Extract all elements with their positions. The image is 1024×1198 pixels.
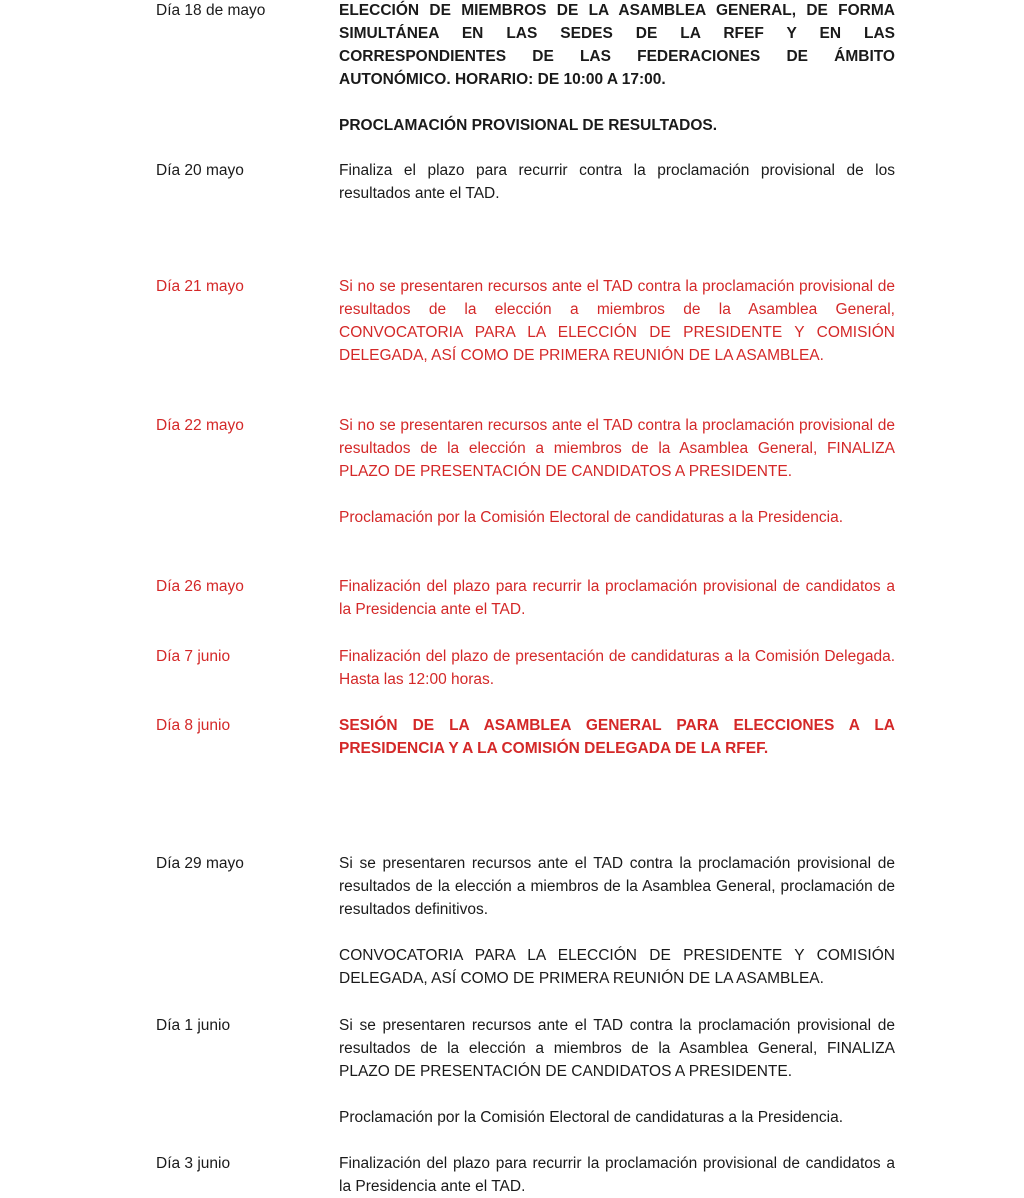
entry-date: Día 7 junio: [156, 648, 231, 665]
entry-description: [339, 414, 895, 529]
entry-date: Día 21 mayo: [156, 278, 244, 295]
entry-date: Día 1 junio: [156, 1017, 231, 1034]
entry-paragraph: Finaliza el plazo para recurrir contra la proclamación provisional de los resultados ante el TAD.: [339, 162, 895, 202]
entry-paragraph: Finalización del plazo para recurrir la proclamación provisional de candidatos a la Presidencia ante el TAD.: [339, 1155, 895, 1195]
entry-description: [339, 0, 895, 137]
entry-description: [339, 159, 895, 205]
entry-paragraph: CONVOCATORIA PARA LA ELECCIÓN DE PRESIDENTE Y COMISIÓN DELEGADA, ASÍ COMO DE PRIMERA REUNIÓN DE LA ASAMBLEA.: [339, 947, 895, 987]
entry-description: [339, 1152, 895, 1198]
entry-paragraph: PROCLAMACIÓN PROVISIONAL DE RESULTADOS.: [339, 117, 718, 134]
entry-date: Día 18 de mayo: [156, 2, 266, 19]
entry-paragraph: Proclamación por la Comisión Electoral de candidaturas a la Presidencia.: [339, 509, 844, 526]
entry-date: Día 20 mayo: [156, 162, 244, 179]
entry-description: [339, 714, 895, 760]
entry-paragraph: Proclamación por la Comisión Electoral de candidaturas a la Presidencia.: [339, 1109, 844, 1126]
entry-date: Día 22 mayo: [156, 417, 244, 434]
entry-paragraph: Finalización del plazo de presentación de candidaturas a la Comisión Delegada. Hasta las 12:00 horas.: [339, 648, 895, 688]
entry-date: Día 26 mayo: [156, 578, 244, 595]
entry-paragraph: Finalización del plazo para recurrir la proclamación provisional de candidatos a la Presidencia ante el TAD.: [339, 578, 895, 618]
entry-description: [339, 645, 895, 691]
entry-description: [339, 1014, 895, 1129]
entry-description: [339, 575, 895, 621]
entry-paragraph: SESIÓN DE LA ASAMBLEA GENERAL PARA ELECCIONES A LA PRESIDENCIA Y A LA COMISIÓN DELEGADA DE LA RFEF.: [339, 717, 895, 757]
entry-paragraph: ELECCIÓN DE MIEMBROS DE LA ASAMBLEA GENERAL, DE FORMA SIMULTÁNEA EN LAS SEDES DE LA RFEF Y EN LAS CORRESPONDIENTES DE LAS FEDERACIONES DE ÁMBITO AUTONÓMICO. HORARIO: DE 10:00 A 17:00.: [339, 2, 895, 88]
entry-date: Día 3 junio: [156, 1155, 231, 1172]
entry-paragraph: Si no se presentaren recursos ante el TAD contra la proclamación provisional de resultados de la elección a miembros de la Asamblea General, CONVOCATORIA PARA LA ELECCIÓN DE PRESIDENTE Y COMISIÓN DELEGADA, ASÍ COMO DE PRIMERA REUNIÓN DE LA ASAMBLEA.: [339, 278, 895, 364]
entry-date: Día 8 junio: [156, 717, 231, 734]
entry-paragraph: Si se presentaren recursos ante el TAD contra la proclamación provisional de resultados de la elección a miembros de la Asamblea General, FINALIZA PLAZO DE PRESENTACIÓN DE CANDIDATOS A PRESIDENTE.: [339, 1017, 895, 1080]
entry-description: [339, 275, 895, 367]
entry-description: [339, 852, 895, 990]
entry-date: Día 29 mayo: [156, 855, 244, 872]
entry-paragraph: Si se presentaren recursos ante el TAD contra la proclamación provisional de resultados de la elección a miembros de la Asamblea General, proclamación de resultados definitivos.: [339, 855, 895, 918]
entry-paragraph: Si no se presentaren recursos ante el TAD contra la proclamación provisional de resultados de la elección a miembros de la Asamblea General, FINALIZA PLAZO DE PRESENTACIÓN DE CANDIDATOS A PRESIDENTE.: [339, 417, 895, 480]
